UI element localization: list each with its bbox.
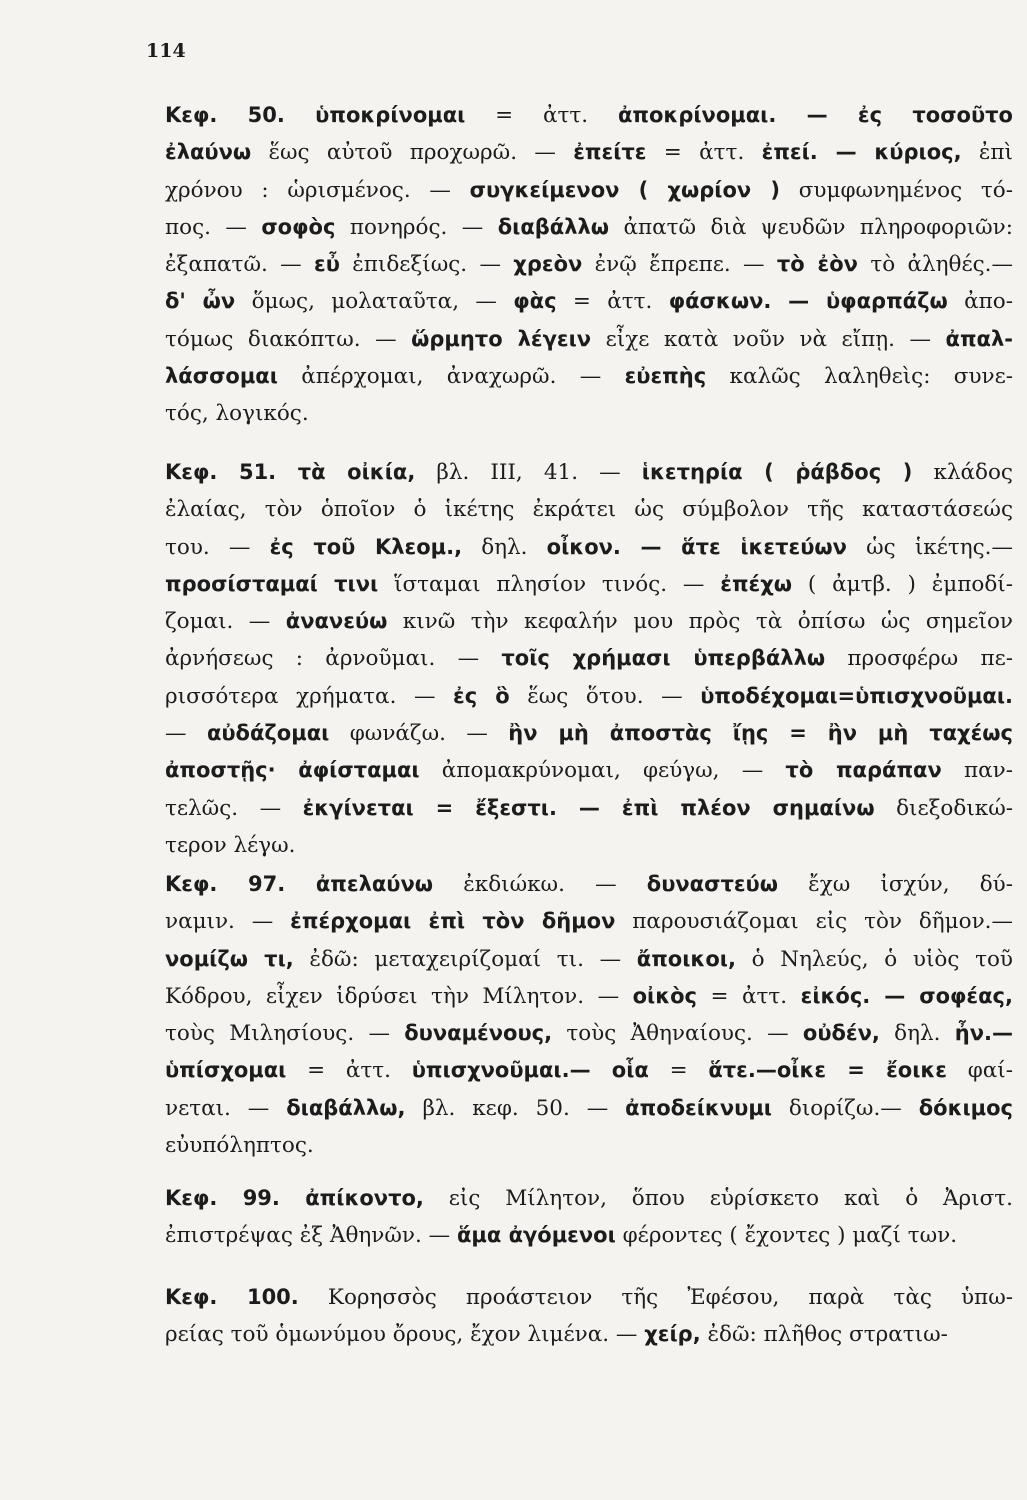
- definition-text: χρόνου : ὡρισμένος. —: [165, 177, 470, 203]
- definition-text: καλῶς λαληθεὶς: συνε-: [706, 364, 1013, 390]
- bold-term: δυναστεύω: [646, 872, 778, 896]
- definition-text: ἐδῶ: πλῆθος στρατιω-: [700, 1322, 948, 1348]
- definition-text: ἔχω ἰσχύν, δύ-: [778, 872, 1014, 897]
- definition-text: ἐπιδεξίως. —: [339, 252, 514, 278]
- paragraph-ch97: [165, 866, 1013, 1164]
- definition-text: ζομαι. —: [165, 609, 286, 635]
- bold-term: Κεφ. 50. ὑποκρίνομαι: [165, 103, 466, 127]
- bold-term: συγκείμενον ( χωρίον ): [469, 177, 781, 202]
- definition-text: ἕως ὅτου. —: [509, 683, 701, 709]
- definition-text: εἶχε κατὰ νοῦν νὰ εἴπῃ. —: [591, 326, 946, 352]
- definition-text: φωνάζω. —: [329, 721, 509, 747]
- definition-text: ὡς ἱκέτης.—: [846, 534, 1013, 560]
- definition-text: ἕως αὐτοῦ προχωρῶ. —: [251, 140, 574, 166]
- bold-term: ἀποστῇς· ἀφίσταμαι: [165, 758, 420, 783]
- text-line: [165, 790, 1013, 827]
- text-line: [165, 246, 1013, 283]
- bold-term: λάσσομαι: [165, 364, 278, 389]
- text-line: [165, 1180, 1013, 1217]
- definition-text: συμφωνημένος τό-: [780, 177, 1013, 203]
- bold-term: ἐκγίνεται = ἔξεστι. — ἐπὶ πλέον σημαίνω: [302, 795, 875, 820]
- bold-term: ἢν μὴ ἀποστὰς ἴῃς = ἢν μὴ ταχέως: [508, 721, 1013, 746]
- bold-term: ἅτε.—οἶκε = ἔοικε: [708, 1058, 947, 1083]
- bold-term: ὑποδέχομαι=ὑπισχνοῦμαι.: [700, 683, 1013, 708]
- text-line: [165, 358, 1013, 395]
- text-line: [165, 529, 1013, 566]
- text-line: [165, 1279, 1013, 1316]
- definition-text: εὐυπόληπτος.: [165, 1133, 314, 1159]
- bold-term: Κεφ. 51. τὰ οἰκία,: [165, 460, 416, 484]
- text-line: [165, 454, 1013, 491]
- definition-text: τοὺς Ἀθηναίους. —: [552, 1021, 803, 1047]
- bold-term: ἱκετηρία ( ῥάβδος ): [641, 460, 913, 484]
- text-line: [165, 321, 1013, 358]
- definition-text: = ἀττ.: [286, 1058, 412, 1084]
- bold-term: χρεὸν: [513, 252, 583, 277]
- bold-term: νομίζω τι,: [165, 946, 294, 971]
- text-line: [165, 752, 1013, 789]
- bold-term: εἰκός. — σοφέας,: [800, 983, 1013, 1008]
- bold-term: ἐς τοῦ Κλεομ.,: [269, 534, 463, 559]
- text-line: [165, 827, 1013, 864]
- definition-text: ἀπέρχομαι, ἀναχωρῶ. —: [277, 364, 625, 390]
- definition-text: = ἀττ.: [556, 289, 669, 315]
- bold-term: δόκιμος: [918, 1095, 1014, 1120]
- text-line: [165, 491, 1013, 528]
- bold-term: ἀποκρίνομαι. — ἐς τοσοῦτο: [617, 103, 1013, 127]
- definition-text: = ἀττ.: [646, 140, 762, 166]
- paragraph-ch100: [165, 1279, 1013, 1354]
- definition-text: εἰς Μίλητον, ὅπου εὑρίσκετο καὶ ὁ Ἀριστ.: [423, 1186, 1014, 1211]
- definition-text: τός, λογικός.: [165, 401, 309, 427]
- bold-term: ἦν.—: [954, 1021, 1013, 1046]
- text-line: [165, 1127, 1013, 1164]
- text-line: [165, 1090, 1013, 1127]
- definition-text: παν-: [941, 758, 1013, 784]
- definition-text: προσφέρω πε-: [825, 646, 1013, 672]
- bold-term: διαβάλλω: [497, 214, 610, 239]
- definition-text: διεξοδικώ-: [874, 795, 1013, 821]
- bold-term: οἶκον. — ἅτε ἱκετεύων: [546, 534, 847, 559]
- text-line: [165, 1217, 1013, 1254]
- definition-text: ἀρνήσεως : ἀρνοῦμαι. —: [165, 646, 502, 672]
- text-line: [165, 395, 1013, 432]
- paragraph-ch51: [165, 454, 1013, 864]
- text-line: [165, 640, 1013, 677]
- definition-text: πονηρός. —: [335, 214, 498, 240]
- definition-text: Κόδρου, εἶχεν ἱδρύσει τὴν Μίλητον. —: [165, 983, 633, 1009]
- bold-term: ἄποικοι,: [636, 946, 736, 971]
- bold-term: σοφὸς: [261, 214, 336, 239]
- bold-term: Κεφ. 99. ἀπίκοντο,: [165, 1186, 424, 1210]
- text-line: [165, 978, 1013, 1015]
- definition-text: τελῶς. —: [165, 795, 303, 821]
- bold-term: εὖ: [314, 252, 340, 277]
- definition-text: διορίζω.—: [771, 1095, 919, 1121]
- bold-term: ἐπεί. — κύριος,: [761, 140, 962, 165]
- definition-text: = ἀττ.: [465, 103, 618, 128]
- bold-term: οἰκὸς: [632, 983, 697, 1008]
- bold-term: ἐς ὃ: [453, 683, 510, 708]
- definition-text: τὸ ἀληθές.—: [857, 252, 1013, 278]
- definition-text: ἀπο-: [947, 289, 1013, 315]
- bold-term: ἐλαύνω: [165, 140, 252, 165]
- bold-term: τὸ ἐὸν: [776, 252, 858, 277]
- definition-text: ἐπὶ: [961, 140, 1013, 166]
- definition-text: τοὺς Μιλησίους. —: [165, 1021, 405, 1047]
- definition-text: ἐκδιώκω. —: [433, 872, 647, 897]
- definition-text: ἀπομακρύνομαι, φεύγω, —: [419, 758, 786, 784]
- text-line: [165, 715, 1013, 752]
- definition-text: = ἀττ.: [697, 983, 801, 1009]
- text-line: [165, 1052, 1013, 1089]
- text-line: [165, 566, 1013, 603]
- definition-text: ἐπιστρέψας ἐξ Ἀθηνῶν. —: [165, 1223, 457, 1249]
- bold-term: φὰς: [513, 289, 557, 314]
- text-line: [165, 866, 1013, 903]
- definition-text: φέροντες ( ἔχοντες ) μαζί των.: [615, 1223, 958, 1249]
- definition-text: —: [165, 721, 207, 747]
- bold-term: ἐπέχω: [720, 571, 793, 596]
- text-line: [165, 903, 1013, 940]
- text-line: [165, 603, 1013, 640]
- definition-text: ἀπατῶ διὰ ψευδῶν πληροφοριῶν:: [609, 214, 1013, 240]
- text-line: [165, 97, 1013, 134]
- definition-text: δηλ.: [462, 534, 547, 560]
- definition-text: δηλ.: [879, 1021, 955, 1047]
- bold-term: φάσκων. — ὑφαρπάζω: [668, 289, 948, 314]
- definition-text: τερον λέγω.: [165, 832, 296, 858]
- bold-term: ἀποδείκνυμι: [625, 1095, 772, 1120]
- bold-term: ἀπαλ-: [945, 326, 1013, 351]
- text-line: [165, 209, 1013, 246]
- bold-term: χείρ,: [644, 1322, 701, 1347]
- bold-term: ὑπισχνοῦμαι.— οἷα: [411, 1058, 649, 1083]
- definition-text: ρισσότερα χρήματα. —: [165, 683, 454, 709]
- bold-term: οὐδέν,: [802, 1021, 880, 1046]
- definition-text: ὁ Νηλεύς, ὁ υἱὸς τοῦ: [735, 946, 1013, 972]
- bold-term: Κεφ. 100.: [165, 1285, 299, 1309]
- definition-text: παρουσιάζομαι εἰς τὸν δῆμον.—: [615, 909, 1014, 935]
- definition-text: βλ. κεφ. 50. —: [405, 1095, 626, 1121]
- definition-text: ( ἀμτβ. ) ἐμποδί-: [792, 571, 1013, 597]
- text-line: [165, 283, 1013, 320]
- bold-term: ἐπείτε: [573, 140, 647, 165]
- bold-term: ἀνανεύω: [285, 609, 388, 634]
- bold-term: Κεφ. 97. ἀπελαύνω: [165, 872, 434, 896]
- definition-text: τόμως διακόπτω. —: [165, 326, 412, 352]
- text-line: [165, 1015, 1013, 1052]
- definition-text: πος. —: [165, 214, 262, 240]
- bold-term: δυναμένους,: [404, 1021, 553, 1046]
- bold-term: ἅμα ἀγόμενοι: [456, 1223, 616, 1248]
- text-line: [165, 172, 1013, 209]
- definition-text: ἐξαπατῶ. —: [165, 252, 315, 278]
- definition-text: Κορησσὸς προάστειον τῆς Ἐφέσου, παρὰ τὰς ὑπω-: [298, 1285, 1013, 1310]
- bold-term: τοῖς χρήμασι ὑπερβάλλω: [501, 646, 826, 671]
- paragraph-ch99: [165, 1180, 1013, 1255]
- text-line: [165, 678, 1013, 715]
- definition-text: κλάδος: [912, 460, 1013, 485]
- definition-text: κινῶ τὴν κεφαλήν μου πρὸς τὰ ὀπίσω ὡς σημεῖον: [387, 609, 1013, 635]
- bold-term: τὸ παράπαν: [785, 758, 942, 783]
- definition-text: ἐλαίας, τὸν ὁποῖον ὁ ἱκέτης ἐκράτει ὡς σύμβολον τῆς καταστάσεώς: [165, 497, 1013, 523]
- definition-text: ρείας τοῦ ὁμωνύμου ὄρους, ἔχον λιμένα. —: [165, 1322, 645, 1348]
- definition-text: ὅμως, μολαταῦτα, —: [235, 289, 514, 315]
- definition-text: ἐδῶ: μεταχειρίζομαί τι. —: [293, 946, 637, 972]
- definition-text: φαί-: [947, 1058, 1014, 1084]
- definition-text: βλ. III, 41. —: [415, 460, 642, 485]
- bold-term: διαβάλλω,: [286, 1095, 406, 1120]
- bold-term: ἐπέρχομαι ἐπὶ τὸν δῆμον: [290, 909, 616, 934]
- text-line: [165, 1316, 1013, 1353]
- bold-term: εὐεπὴς: [624, 364, 707, 389]
- definition-text: ἐνῷ ἔπρεπε. —: [582, 252, 777, 278]
- bold-term: δ' ὦν: [165, 289, 236, 314]
- bold-term: προσίσταμαί τινι: [165, 571, 379, 596]
- text-line: [165, 134, 1013, 171]
- bold-term: ὥρμητο λέγειν: [411, 326, 592, 351]
- page-number: 114: [146, 40, 186, 62]
- bold-term: αὐδάζομαι: [206, 721, 330, 746]
- definition-text: =: [648, 1058, 709, 1084]
- definition-text: νεται. —: [165, 1095, 287, 1121]
- paragraph-ch50: [165, 97, 1013, 433]
- bold-term: ὑπίσχομαι: [165, 1058, 287, 1083]
- definition-text: ἵσταμαι πλησίον τινός. —: [378, 571, 721, 597]
- definition-text: ναμιν. —: [165, 909, 291, 935]
- definition-text: του. —: [165, 534, 270, 560]
- text-line: [165, 941, 1013, 978]
